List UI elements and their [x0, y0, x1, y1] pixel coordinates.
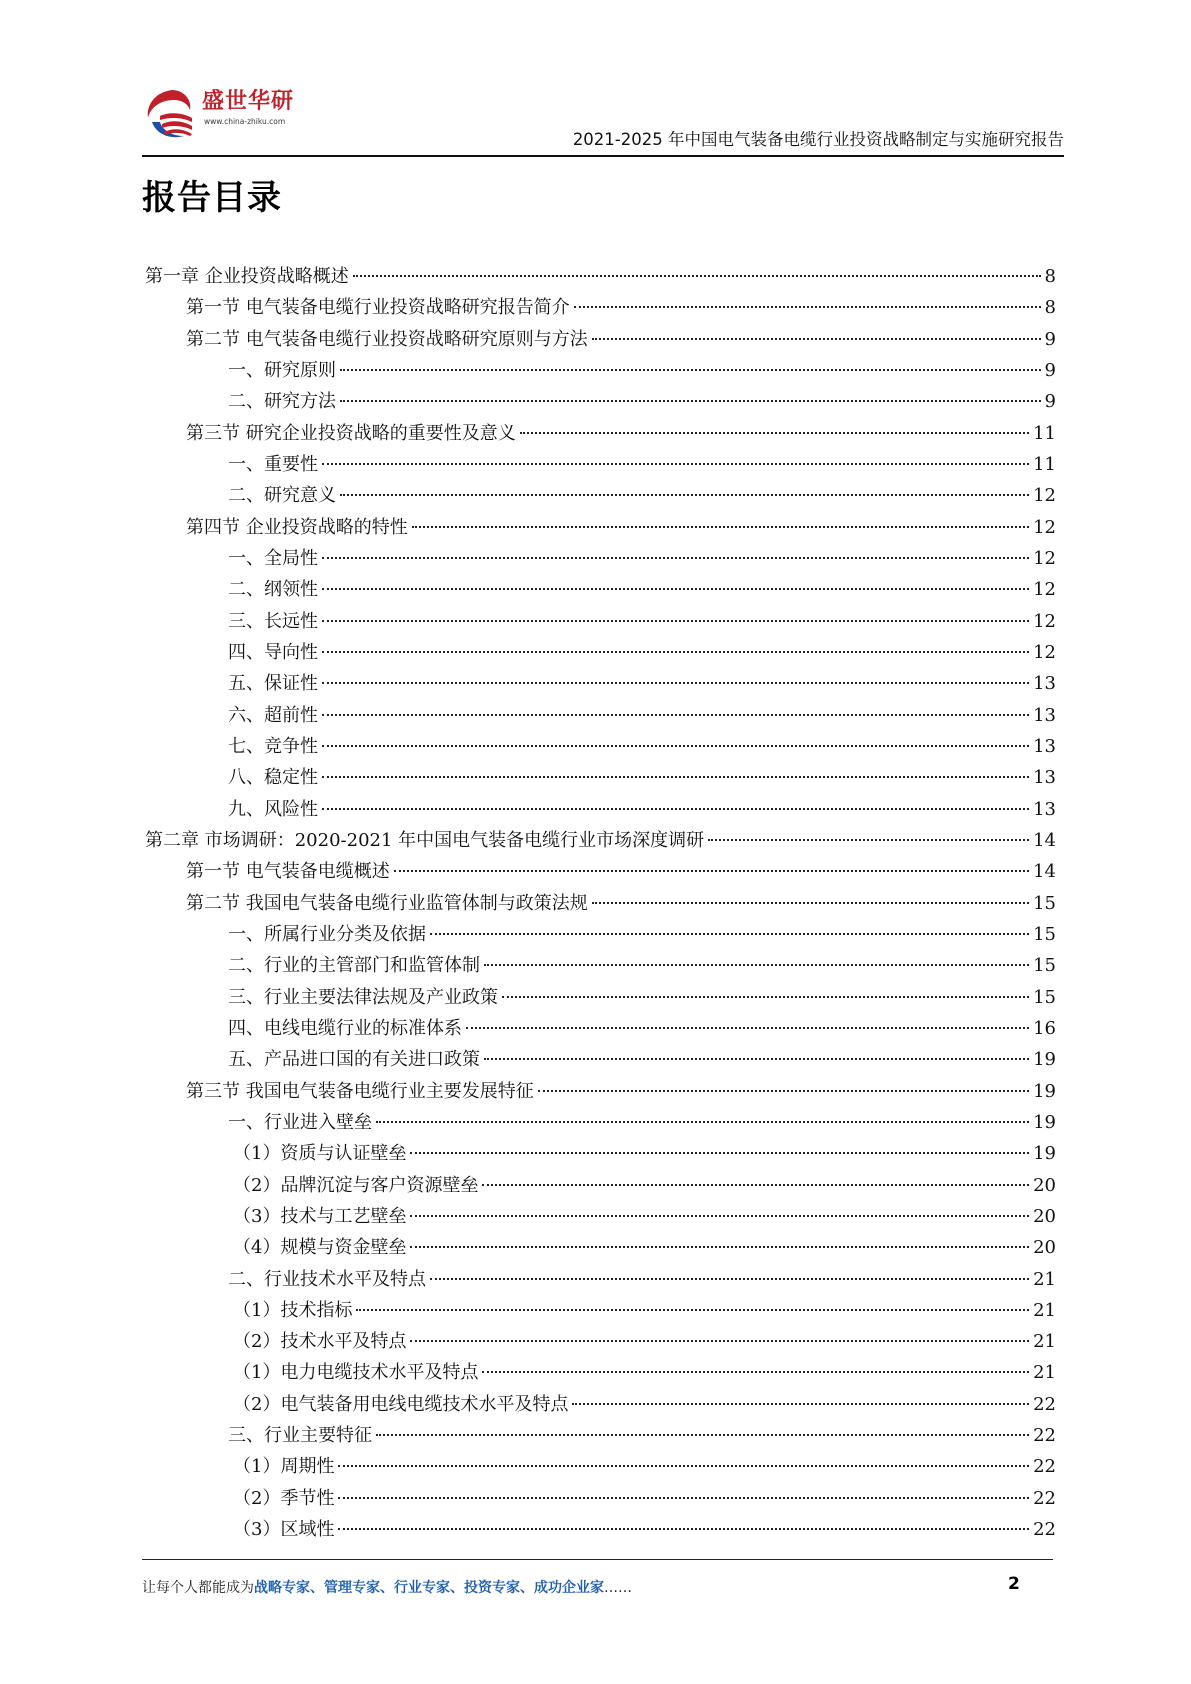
toc-entry-label: 第二节 我国电气装备电缆行业监管体制与政策法规	[186, 892, 588, 914]
toc-entry-page: 20	[1033, 1174, 1056, 1196]
footer-rule	[142, 1559, 1053, 1560]
toc-entry[interactable]	[145, 606, 1056, 637]
toc-entry-page: 19	[1033, 1111, 1056, 1133]
toc-entry[interactable]	[145, 574, 1056, 605]
toc-entry[interactable]	[145, 292, 1056, 323]
toc-entry-label: （1）技术指标	[233, 1299, 353, 1321]
toc-entry-page: 22	[1033, 1519, 1056, 1541]
toc-entry-page: 15	[1033, 986, 1056, 1008]
toc-dot-leader	[592, 338, 1041, 340]
toc-entry[interactable]	[145, 386, 1056, 417]
toc-entry[interactable]	[145, 480, 1056, 511]
toc-entry[interactable]	[145, 418, 1056, 449]
toc-dot-leader	[708, 839, 1029, 841]
toc-entry[interactable]	[145, 1326, 1056, 1357]
toc-entry[interactable]	[145, 1170, 1056, 1201]
toc-entry-page: 21	[1033, 1268, 1056, 1290]
toc-entry-label: 一、行业进入壁垒	[228, 1111, 372, 1133]
toc-entry[interactable]	[145, 982, 1056, 1013]
toc-dot-leader	[322, 682, 1029, 684]
toc-entry-page: 19	[1033, 1143, 1056, 1165]
logo-swirl-icon	[142, 86, 202, 144]
toc-entry-page: 13	[1033, 704, 1056, 726]
footer-slogan	[142, 1577, 632, 1597]
page-number: 2	[1008, 1574, 1020, 1594]
toc-entry-label: （1）资质与认证壁垒	[233, 1143, 407, 1165]
toc-entry-page: 12	[1033, 547, 1056, 569]
toc-dot-leader	[410, 1246, 1029, 1248]
toc-entry-label: 一、全局性	[228, 547, 318, 569]
toc-entry-page: 20	[1033, 1237, 1056, 1259]
toc-dot-leader	[482, 1371, 1029, 1373]
logo-url: www.china-zhiku.com	[204, 117, 286, 126]
toc-entry-page: 12	[1033, 579, 1056, 601]
toc-dot-leader	[322, 776, 1029, 778]
toc-entry-page: 11	[1033, 453, 1056, 475]
slogan-suffix: ……	[604, 1580, 632, 1596]
toc-entry-page: 22	[1033, 1393, 1056, 1415]
toc-entry-page: 21	[1033, 1299, 1056, 1321]
toc-entry[interactable]	[145, 1483, 1056, 1514]
toc-entry[interactable]	[145, 543, 1056, 574]
toc-entry-page: 19	[1033, 1080, 1056, 1102]
toc-dot-leader	[322, 808, 1029, 810]
toc-entry-page: 15	[1033, 923, 1056, 945]
toc-dot-leader	[410, 1340, 1029, 1342]
toc-entry-page: 8	[1044, 266, 1056, 287]
toc-entry-label: 八、稳定性	[228, 767, 318, 789]
toc-dot-leader	[520, 432, 1029, 434]
toc-entry-page: 11	[1033, 422, 1056, 444]
toc-entry[interactable]	[145, 324, 1056, 355]
toc-entry-label: 第三节 研究企业投资战略的重要性及意义	[186, 422, 516, 444]
toc-dot-leader	[572, 1403, 1029, 1405]
toc-entry-label: 第二节 电气装备电缆行业投资战略研究原则与方法	[186, 328, 588, 350]
toc-entry-label: 三、行业主要特征	[228, 1425, 372, 1447]
toc-entry-label: 第四节 企业投资战略的特性	[186, 516, 408, 538]
toc-entry-label: （2）技术水平及特点	[233, 1331, 407, 1353]
toc-entry-page: 13	[1033, 735, 1056, 757]
toc-entry-page: 13	[1033, 673, 1056, 695]
toc-dot-leader	[394, 870, 1029, 872]
toc-entry[interactable]	[145, 856, 1056, 887]
toc-dot-leader	[322, 651, 1029, 653]
toc-entry-page: 12	[1033, 610, 1056, 632]
toc-entry-page: 19	[1033, 1049, 1056, 1071]
toc-entry[interactable]	[145, 1451, 1056, 1482]
toc-dot-leader	[322, 620, 1029, 622]
page-header	[142, 80, 1064, 158]
toc-entry[interactable]	[145, 1076, 1056, 1107]
toc-entry-page: 13	[1033, 767, 1056, 789]
toc-entry[interactable]	[145, 668, 1056, 699]
toc-entry-label: 四、导向性	[228, 641, 318, 663]
toc-entry-label: （1）电力电缆技术水平及特点	[233, 1362, 479, 1384]
toc-entry[interactable]	[145, 888, 1056, 919]
toc-entry-label: 一、重要性	[228, 453, 318, 475]
toc-entry[interactable]	[145, 1389, 1056, 1420]
toc-entry-page: 14	[1033, 829, 1056, 851]
toc-dot-leader	[353, 275, 1041, 277]
toc-entry-label: 第一节 电气装备电缆概述	[186, 861, 390, 883]
toc-entry-page: 21	[1033, 1362, 1056, 1384]
toc-dot-leader	[574, 306, 1041, 308]
toc-dot-leader	[410, 1215, 1029, 1217]
toc-entry[interactable]	[145, 1232, 1056, 1263]
toc-entry[interactable]	[145, 762, 1056, 793]
toc-entry[interactable]	[145, 1138, 1056, 1169]
toc-dot-leader	[338, 1528, 1029, 1530]
toc-entry-label: 二、行业技术水平及特点	[228, 1268, 426, 1290]
toc-entry[interactable]	[145, 1295, 1056, 1326]
toc-entry-page: 13	[1033, 798, 1056, 820]
toc-entry-label: 二、研究意义	[228, 485, 336, 507]
toc-entry[interactable]	[145, 449, 1056, 480]
toc-entry[interactable]	[145, 950, 1056, 981]
toc-entry-label: 六、超前性	[228, 704, 318, 726]
toc-entry-label: （2）品牌沉淀与客户资源壁垒	[233, 1174, 479, 1196]
logo-name: 盛世华研	[202, 89, 295, 114]
toc-dot-leader	[466, 1027, 1029, 1029]
toc-entry-label: （1）周期性	[233, 1456, 335, 1478]
toc-entry[interactable]	[145, 825, 1056, 856]
toc-entry-page: 9	[1044, 328, 1056, 350]
toc-dot-leader	[484, 964, 1029, 966]
toc-dot-leader	[322, 588, 1029, 590]
toc-entry[interactable]	[145, 512, 1056, 543]
toc-dot-leader	[484, 1058, 1029, 1060]
toc-entry[interactable]	[145, 794, 1056, 825]
toc-entry-label: 第三节 我国电气装备电缆行业主要发展特征	[186, 1080, 534, 1102]
toc-entry-page: 22	[1033, 1425, 1056, 1447]
toc-entry-page: 12	[1033, 485, 1056, 507]
toc-entry-page: 9	[1044, 359, 1056, 381]
toc-dot-leader	[538, 1090, 1029, 1092]
toc-entry[interactable]	[145, 731, 1056, 762]
toc-dot-leader	[412, 526, 1029, 528]
toc-entry[interactable]	[145, 919, 1056, 950]
toc-dot-leader	[592, 902, 1029, 904]
toc-entry-page: 9	[1044, 391, 1056, 413]
toc-entry-label: 一、所属行业分类及依据	[228, 923, 426, 945]
toc-entry-label: 第二章 市场调研：2020-2021 年中国电气装备电缆行业市场深度调研	[145, 829, 705, 851]
toc-dot-leader	[322, 463, 1029, 465]
toc-entry-label: 五、保证性	[228, 673, 318, 695]
toc-entry[interactable]	[145, 637, 1056, 668]
toc-entry[interactable]	[145, 1264, 1056, 1295]
toc-entry-page: 22	[1033, 1456, 1056, 1478]
toc-entry-label: 五、产品进口国的有关进口政策	[228, 1049, 480, 1071]
table-of-contents	[145, 261, 1056, 1545]
toc-entry-page: 15	[1033, 892, 1056, 914]
toc-entry-label: （2）电气装备用电线电缆技术水平及特点	[233, 1393, 569, 1415]
toc-dot-leader	[376, 1434, 1029, 1436]
toc-entry[interactable]	[145, 355, 1056, 386]
toc-dot-leader	[340, 400, 1041, 402]
toc-entry-page: 15	[1033, 955, 1056, 977]
toc-dot-leader	[338, 1465, 1029, 1467]
toc-entry[interactable]	[145, 261, 1056, 292]
toc-entry-label: 四、电线电缆行业的标准体系	[228, 1017, 462, 1039]
toc-entry-label: 二、行业的主管部门和监管体制	[228, 955, 480, 977]
toc-dot-leader	[356, 1309, 1029, 1311]
toc-entry[interactable]	[145, 1357, 1056, 1388]
toc-entry-label: （4）规模与资金壁垒	[233, 1237, 407, 1259]
toc-entry-page: 21	[1033, 1331, 1056, 1353]
toc-entry-page: 16	[1033, 1017, 1056, 1039]
toc-entry[interactable]	[145, 1044, 1056, 1075]
toc-entry-page: 12	[1033, 516, 1056, 538]
toc-entry[interactable]	[145, 1420, 1056, 1451]
report-title: 2021-2025 年中国电气装备电缆行业投资战略制定与实施研究报告	[572, 130, 1064, 149]
page-title: 报告目录	[142, 178, 282, 218]
toc-entry[interactable]	[145, 700, 1056, 731]
toc-entry-label: 二、研究方法	[228, 391, 336, 413]
toc-dot-leader	[340, 494, 1029, 496]
toc-dot-leader	[338, 1497, 1029, 1499]
toc-entry-label: 第一章 企业投资战略概述	[145, 266, 349, 287]
logo	[142, 84, 332, 146]
toc-dot-leader	[322, 745, 1029, 747]
toc-entry-label: （2）季节性	[233, 1487, 335, 1509]
toc-dot-leader	[430, 1278, 1029, 1280]
toc-entry[interactable]	[145, 1514, 1056, 1545]
header-rule	[142, 155, 1064, 157]
toc-dot-leader	[482, 1184, 1029, 1186]
toc-entry-label: 九、风险性	[228, 798, 318, 820]
toc-dot-leader	[430, 933, 1029, 935]
toc-entry[interactable]	[145, 1107, 1056, 1138]
toc-entry-label: 七、竞争性	[228, 735, 318, 757]
toc-dot-leader	[340, 369, 1041, 371]
toc-entry-label: 一、研究原则	[228, 359, 336, 381]
slogan-prefix: 让每个人都能成为	[142, 1580, 254, 1596]
toc-entry-label: 三、行业主要法律法规及产业政策	[228, 986, 498, 1008]
toc-dot-leader	[376, 1121, 1029, 1123]
toc-entry[interactable]	[145, 1201, 1056, 1232]
toc-dot-leader	[410, 1152, 1029, 1154]
toc-dot-leader	[322, 714, 1029, 716]
toc-entry-page: 14	[1033, 861, 1056, 883]
slogan-highlight: 战略专家、管理专家、行业专家、投资专家、成功企业家	[254, 1580, 604, 1596]
toc-entry[interactable]	[145, 1013, 1056, 1044]
toc-dot-leader	[502, 996, 1029, 998]
toc-entry-label: （3）技术与工艺壁垒	[233, 1205, 407, 1227]
toc-entry-page: 20	[1033, 1205, 1056, 1227]
toc-dot-leader	[322, 557, 1029, 559]
toc-entry-page: 8	[1044, 297, 1056, 319]
toc-entry-label: 二、纲领性	[228, 579, 318, 601]
toc-entry-label: 三、长远性	[228, 610, 318, 632]
toc-entry-page: 12	[1033, 641, 1056, 663]
toc-entry-page: 22	[1033, 1487, 1056, 1509]
toc-entry-label: 第一节 电气装备电缆行业投资战略研究报告简介	[186, 297, 570, 319]
toc-entry-label: （3）区域性	[233, 1519, 335, 1541]
